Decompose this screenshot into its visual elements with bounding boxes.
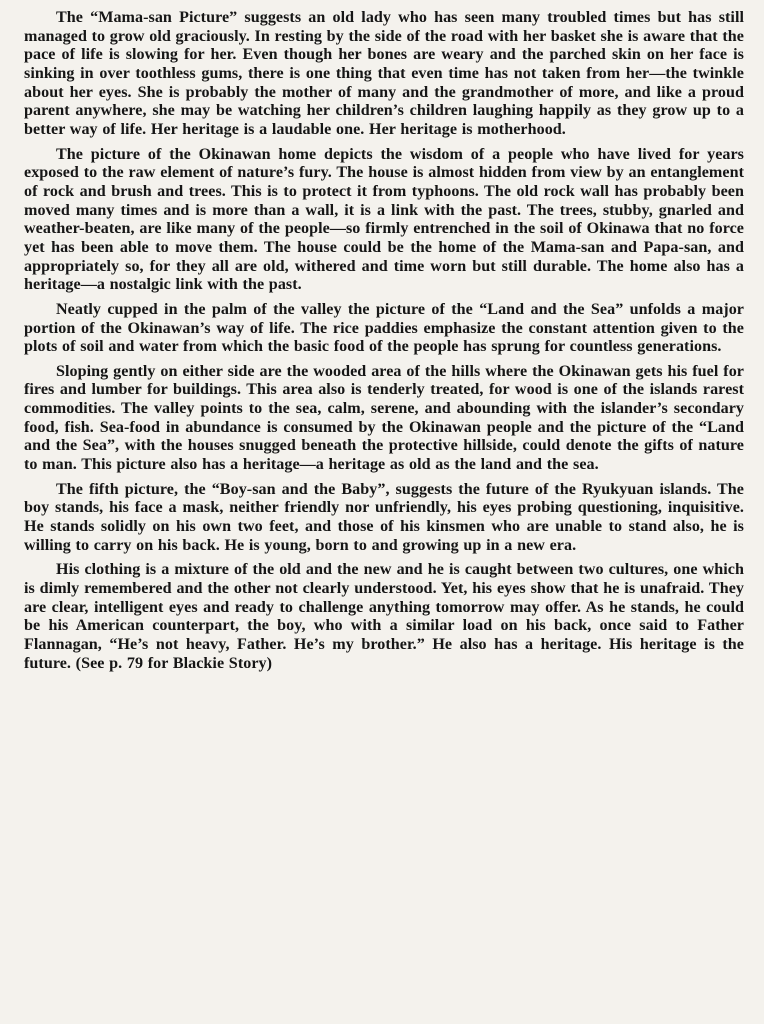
paragraph-wooded-hills: Sloping gently on either side are the wooded area of the hills where the Okinawan gets his fuel for fires and lumber for buildings. This area also is tenderly treated, for wood is one of the islands rarest commodities. The valley points to the sea, calm, serene, and abounding with the islander’s secondary food, fish. Sea-food in abundance is consumed by the Okinawan people and the picture of the “Land and the Sea”, with the houses snugged beneath the protective hillside, could denote the gifts of nature to man. This picture also has a heritage—a heritage as old as the land and the sea. [24, 362, 744, 474]
paragraph-boy-san: The fifth picture, the “Boy-san and the Baby”, suggests the future of the Ryukyuan islands. The boy stands, his face a mask, neither friendly nor unfriendly, his eyes probing questioning, inquisitive. He stands solidly on his own two feet, and those of his kinsmen who are unable to stand also, he is willing to carry on his back. He is young, born to and growing up in a new era. [24, 480, 744, 554]
paragraph-mama-san: The “Mama-san Picture” suggests an old lady who has seen many troubled times but has still managed to grow old graciously. In resting by the side of the road with her basket she is aware that the pace of life is slowing for her. Even though her bones are weary and the parched skin on her face is sinking in over toothless gums, there is one thing that even time has not taken from her—the twinkle about her eyes. She is probably the mother of many and the grandmother of more, and like a proud parent anywhere, she may be watching her children’s children laughing happily as they grow up to a better way of life. Her heritage is a laudable one. Her heritage is motherhood. [24, 9, 744, 138]
paragraph-land-and-sea: Neatly cupped in the palm of the valley the picture of the “Land and the Sea” unfolds a major portion of the Okinawan’s way of life. The rice paddies emphasize the constant attention given to the plots of soil and water from which the basic food of the people has sprung for countless generations. [24, 300, 744, 356]
paragraph-okinawan-home: The picture of the Okinawan home depicts the wisdom of a people who have lived for years exposed to the raw element of nature’s fury. The house is almost hidden from view by an entanglement of rock and brush and trees. This is to protect it from typhoons. The old rock wall has probably been moved many times and is more than a wall, it is a link with the past. The trees, stubby, gnarled and weather-beaten, are like many of the people—so firmly entrenched in the soil of Okinawa that no force yet has been able to move them. The house could be the home of the Mama-san and Papa-san, and appropriately so, for they all are old, withered and time worn but still durable. The home also has a heritage—a nostalgic link with the past. [24, 145, 744, 294]
paragraph-clothing-heritage: His clothing is a mixture of the old and the new and he is caught between two cultures, one which is dimly remembered and the other not clearly understood. Yet, his eyes show that he is unafraid. They are clear, intelligent eyes and ready to challenge anything tomorrow may offer. As he stands, he could be his American counterpart, the boy, who with a similar load on his back, once said to Father Flannagan, “He’s not heavy, Father. He’s my brother.” He also has a heritage. His heritage is the future. (See p. 79 for Blackie Story) [24, 561, 744, 672]
